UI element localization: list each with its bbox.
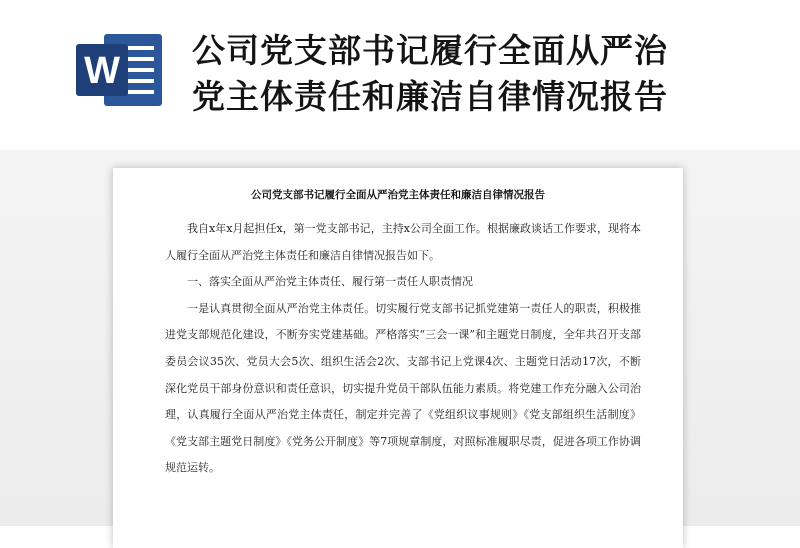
word-icon-letter: W	[84, 50, 120, 92]
document-page	[113, 168, 683, 548]
paragraph-intro: 我自x年x月起担任x，第一党支部书记，主持x公司全面工作。根据廉政谈话工作要求，现将本人履行全面从严治党主体责任和廉洁自律情况报告如下。	[165, 222, 641, 262]
document-body	[165, 216, 641, 482]
document-title: 公司党支部书记履行全面从严治党主体责任和廉洁自律情况报告	[251, 189, 545, 201]
paragraph-body: 一是认真贯彻全面从严治党主体责任。切实履行党支部书记抓党建第一责任人的职责，积极推进党支部规范化建设，不断夯实党建基础。严格落实“三会一课”和主题党日制度，全年共召开支部委员会议35次、党员大会5次、组织生活会2次、支部书记上党课4次、主题党日活动17次，不断深化党员干部身份意识和责任意识，切实提升党员干部队伍能力素质。将党建工作充分融入公司治理，认真履行全面从严治党主体责任，制定并完善了《党组织议事规则》《党支部组织生活制度》《党支部主题党日制度》《党务公开制度》等7项规章制度，对照标准履职尽责，促进各项工作协调规范运转。	[165, 301, 641, 475]
page-title-line-2: 党主体责任和廉洁自律情况报告	[192, 77, 668, 116]
word-icon	[74, 30, 166, 110]
page-title	[192, 28, 792, 120]
section-heading: 一、落实全面从严治党主体责任、履行第一责任人职责情况	[187, 275, 473, 289]
header	[0, 0, 800, 140]
page-title-line-1: 公司党支部书记履行全面从严治	[192, 31, 668, 70]
